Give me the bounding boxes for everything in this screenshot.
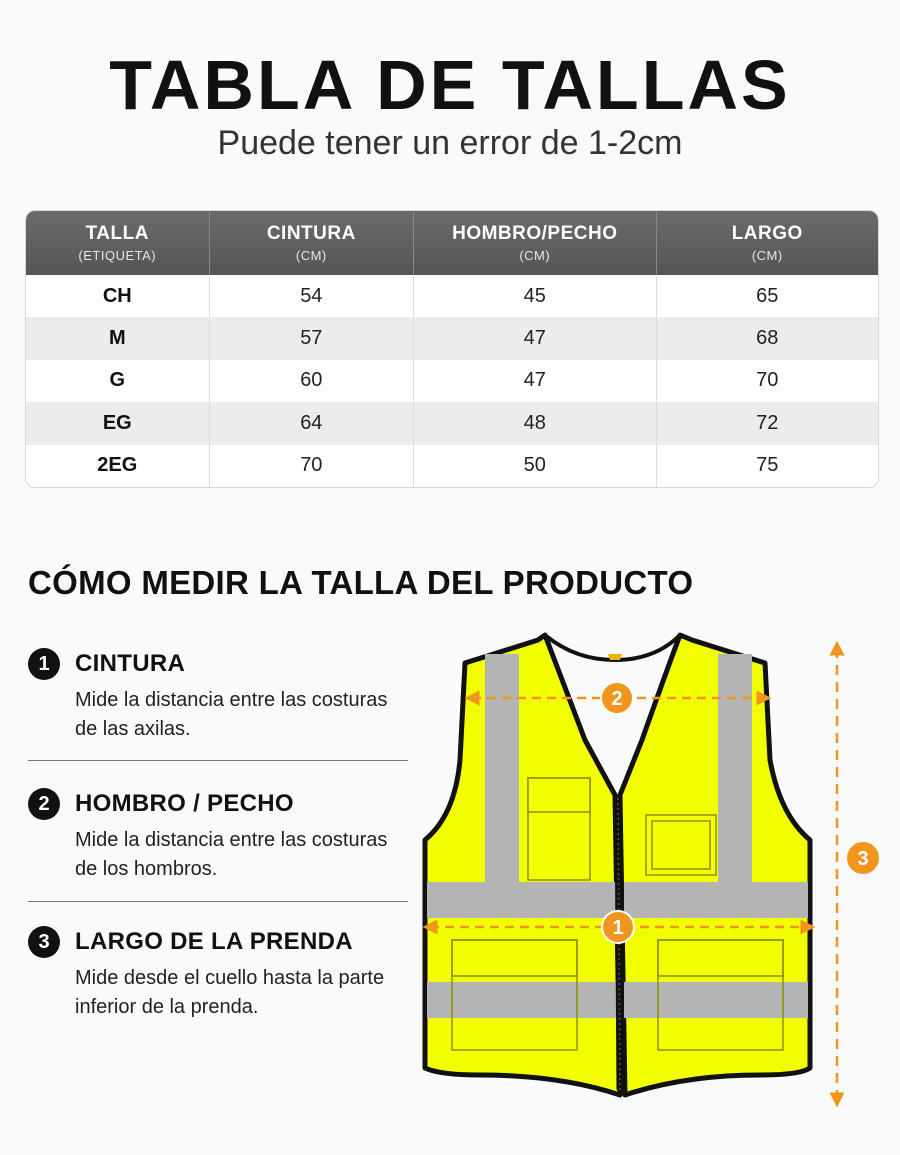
cell-length: 65 [756,284,779,307]
vest-measurement-diagram [410,620,900,1120]
cell-size: M [26,317,210,359]
step-number-badge: 2 [28,788,60,820]
column-label: LARGO [731,223,803,244]
cell-size: CH [26,275,210,317]
step-description: Mide desde el cuello hasta la parte inferior de la prenda. [75,967,385,1018]
step-title: HOMBRO / PECHO [75,790,294,817]
step-title: CINTURA [75,650,186,677]
step-title: LARGO DE LA PRENDA [75,928,353,955]
step-description: Mide la distancia entre las costuras de los hombros. [75,829,388,880]
cell-length: 75 [756,454,779,477]
column-header-waist [210,211,415,275]
cell-waist: 54 [210,275,415,317]
column-header-shoulder [414,211,656,275]
table-row [26,275,878,317]
cell-shoulder: 50 [414,445,656,487]
step-description: Mide la distancia entre las costuras de las axilas. [75,689,388,740]
table-row [26,360,878,402]
marker-1-label: 1 [612,917,624,939]
page-subtitle: Puede tener un error de 1-2cm [217,124,683,162]
step-shoulder-chest [28,788,408,888]
column-label: CINTURA [266,223,356,244]
cell-length: 70 [756,369,779,392]
cell-shoulder: 47 [414,317,656,359]
reflective-stripe [624,982,808,1018]
marker-2-label: 2 [611,688,623,710]
id-card-pocket [646,815,716,875]
column-unit: (CM) [519,248,551,263]
cell-shoulder: 47 [414,360,656,402]
reflective-stripe [485,654,519,886]
divider [28,760,408,761]
cell-shoulder: 45 [414,275,656,317]
column-label: HOMBRO/PECHO [452,223,618,244]
page-title: TABLA DE TALLAS [109,46,791,124]
cell-length: 68 [756,327,779,350]
column-unit: (CM) [751,248,783,263]
table-row [26,445,878,487]
reflective-stripe [427,982,617,1018]
cell-size: 2EG [26,445,210,487]
cell-waist: 70 [210,445,415,487]
cell-waist: 57 [210,317,415,359]
reflective-stripe [624,882,808,918]
cell-length: 72 [756,411,779,434]
size-table [25,210,879,488]
step-number-badge: 3 [28,926,60,958]
column-unit: (ETIQUETA) [78,248,157,263]
vest-collar-tag [608,654,622,660]
table-row [26,402,878,444]
cell-size: G [26,360,210,402]
how-to-measure-title: CÓMO MEDIR LA TALLA DEL PRODUCTO [28,564,694,601]
column-label: TALLA [85,223,149,244]
step-waist [28,648,408,748]
column-unit: (CM) [295,248,327,263]
step-garment-length [28,926,408,1026]
cell-size: EG [26,402,210,444]
marker-3-label: 3 [857,848,869,870]
cell-shoulder: 48 [414,402,656,444]
pocket-flap [528,778,590,812]
table-header [26,211,878,275]
divider [28,901,408,902]
step-number-badge: 1 [28,648,60,680]
cell-waist: 60 [210,360,415,402]
cell-waist: 64 [210,402,415,444]
reflective-stripe [427,882,617,918]
table-row [26,317,878,359]
reflective-stripe [718,654,752,886]
column-header-length [657,211,878,275]
table-body [26,275,878,487]
column-header-size [26,211,210,275]
